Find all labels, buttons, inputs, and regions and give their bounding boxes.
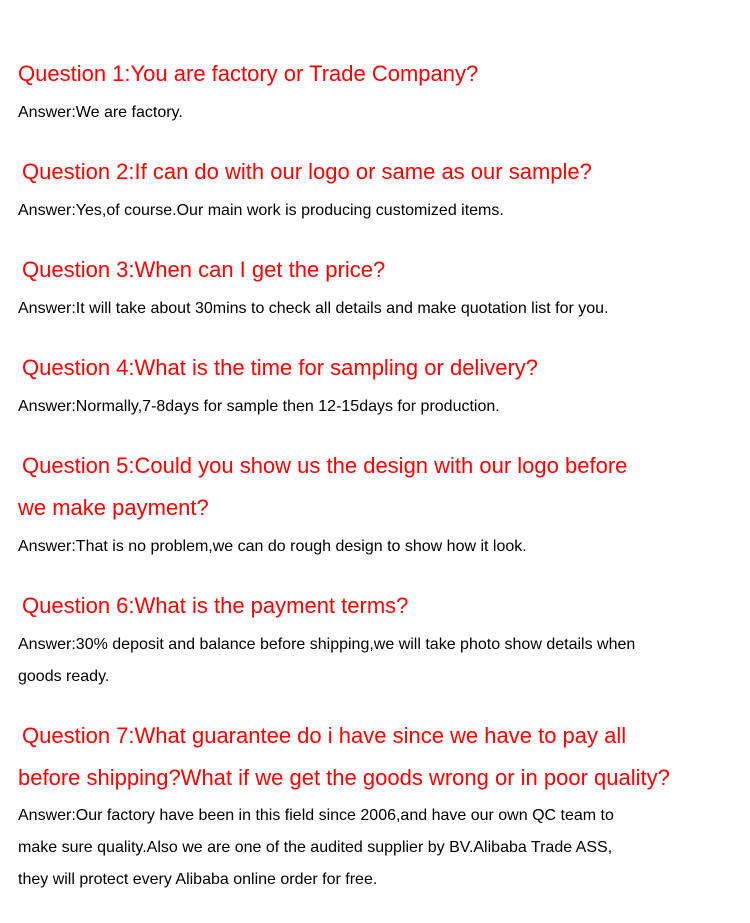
question-1 xyxy=(18,53,478,95)
question-5-line-2: we make payment? xyxy=(18,495,209,520)
answer-7-line-1: Answer:Our factory have been in this field since 2006,and have our own QC team to xyxy=(18,807,614,824)
answer-5-line-1: Answer:That is no problem,we can do rough design to show how it look. xyxy=(18,538,527,555)
answer-2-line-1: Answer:Yes,of course.Our main work is producing customized items. xyxy=(18,202,504,219)
question-7-line-2: before shipping?What if we get the goods wrong or in poor quality? xyxy=(18,765,670,790)
answer-7-line-2: make sure quality.Also we are one of the audited supplier by BV.Alibaba Trade ASS, xyxy=(18,839,613,856)
question-3-line-1: Question 3:When can I get the price? xyxy=(22,257,386,282)
question-6 xyxy=(22,585,408,627)
question-1-line-1: Question 1:You are factory or Trade Company? xyxy=(18,61,479,86)
answer-7-line-3: they will protect every Alibaba online order for free. xyxy=(18,871,378,888)
question-5 xyxy=(18,445,627,529)
answer-6 xyxy=(18,629,635,693)
answer-6-line-2: goods ready. xyxy=(18,668,110,685)
answer-4-line-1: Answer:Normally,7-8days for sample then 12-15days for production. xyxy=(18,398,500,415)
answer-1-line-1: Answer:We are factory. xyxy=(18,104,183,121)
answer-1 xyxy=(18,97,183,129)
question-5-line-1: Question 5:Could you show us the design with our logo before xyxy=(22,453,628,478)
question-6-line-1: Question 6:What is the payment terms? xyxy=(22,593,409,618)
answer-7 xyxy=(18,800,614,896)
answer-3 xyxy=(18,293,609,325)
question-7-line-1: Question 7:What guarantee do i have since we have to pay all xyxy=(22,723,627,748)
question-2-line-1: Question 2:If can do with our logo or same as our sample? xyxy=(22,159,592,184)
answer-2 xyxy=(18,195,504,227)
answer-6-line-1: Answer:30% deposit and balance before shipping,we will take photo show details when xyxy=(18,636,636,653)
question-4-line-1: Question 4:What is the time for sampling or delivery? xyxy=(22,355,539,380)
question-4 xyxy=(22,347,538,389)
answer-4 xyxy=(18,391,500,423)
answer-3-line-1: Answer:It will take about 30mins to check all details and make quotation list for you. xyxy=(18,300,609,317)
answer-5 xyxy=(18,531,527,563)
question-2 xyxy=(22,151,592,193)
question-3 xyxy=(22,249,385,291)
question-7 xyxy=(18,715,670,799)
